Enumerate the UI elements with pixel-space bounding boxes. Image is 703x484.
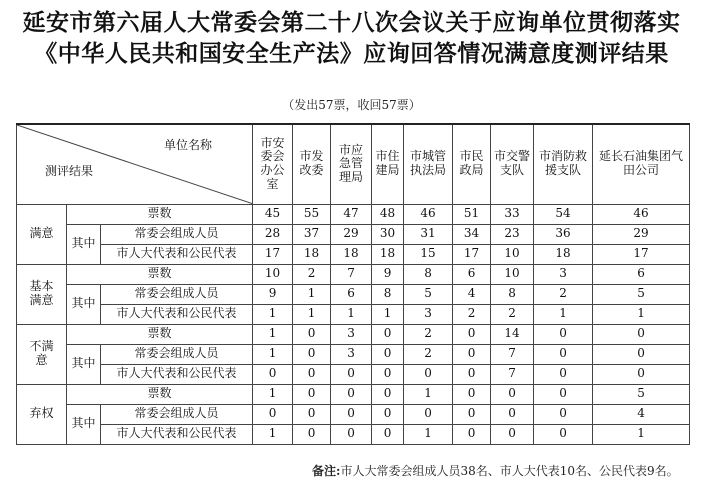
value-cell: 0 bbox=[331, 424, 372, 444]
results-table bbox=[16, 123, 690, 445]
value-cell: 10 bbox=[491, 264, 534, 284]
value-cell: 1 bbox=[253, 304, 293, 324]
subtitle: （发出57票，收回57票） bbox=[282, 98, 421, 112]
result-label: 测评结果 bbox=[45, 164, 94, 178]
value-cell: 37 bbox=[293, 224, 331, 244]
value-cell: 0 bbox=[593, 344, 690, 364]
value-cell: 2 bbox=[491, 304, 534, 324]
committee-label: 常委会组成人员 bbox=[101, 404, 253, 424]
value-cell: 15 bbox=[404, 244, 453, 264]
deputies-label: 市人大代表和公民代表 bbox=[101, 244, 253, 264]
value-cell: 14 bbox=[491, 324, 534, 344]
note-label: 备注: bbox=[312, 464, 341, 478]
value-cell: 18 bbox=[534, 244, 593, 264]
unit-header-9: 延长石油集团气田公司 bbox=[593, 124, 690, 204]
value-cell: 1 bbox=[253, 424, 293, 444]
value-cell: 31 bbox=[404, 224, 453, 244]
deputies-row bbox=[17, 244, 690, 264]
committee-label: 常委会组成人员 bbox=[101, 224, 253, 244]
value-cell: 1 bbox=[293, 284, 331, 304]
value-cell: 29 bbox=[331, 224, 372, 244]
value-cell: 0 bbox=[293, 364, 331, 384]
value-cell: 2 bbox=[404, 344, 453, 364]
title-line-2: 《中华人民共和国安全生产法》应询回答情况满意度测评结果 bbox=[34, 41, 669, 67]
value-cell: 0 bbox=[331, 384, 372, 404]
unit-header-7: 市交警支队 bbox=[491, 124, 534, 204]
value-cell: 0 bbox=[453, 404, 491, 424]
deputies-label: 市人大代表和公民代表 bbox=[101, 304, 253, 324]
value-cell: 0 bbox=[331, 364, 372, 384]
votes-row bbox=[17, 204, 690, 224]
unit-header-8: 市消防救援支队 bbox=[534, 124, 593, 204]
value-cell: 0 bbox=[534, 344, 593, 364]
value-cell: 48 bbox=[372, 204, 404, 224]
value-cell: 8 bbox=[372, 284, 404, 304]
value-cell: 17 bbox=[253, 244, 293, 264]
value-cell: 5 bbox=[404, 284, 453, 304]
value-cell: 23 bbox=[491, 224, 534, 244]
qizhong-label: 其中 bbox=[67, 284, 101, 324]
value-cell: 18 bbox=[331, 244, 372, 264]
value-cell: 2 bbox=[404, 324, 453, 344]
value-cell: 0 bbox=[372, 364, 404, 384]
value-cell: 0 bbox=[404, 364, 453, 384]
value-cell: 0 bbox=[253, 364, 293, 384]
value-cell: 0 bbox=[372, 384, 404, 404]
value-cell: 8 bbox=[491, 284, 534, 304]
value-cell: 6 bbox=[453, 264, 491, 284]
value-cell: 36 bbox=[534, 224, 593, 244]
value-cell: 18 bbox=[293, 244, 331, 264]
value-cell: 1 bbox=[253, 324, 293, 344]
value-cell: 0 bbox=[491, 424, 534, 444]
deputies-row bbox=[17, 364, 690, 384]
votes-label: 票数 bbox=[67, 384, 253, 404]
value-cell: 0 bbox=[534, 424, 593, 444]
value-cell: 0 bbox=[534, 324, 593, 344]
value-cell: 2 bbox=[534, 284, 593, 304]
unit-header-5: 市城管执法局 bbox=[404, 124, 453, 204]
value-cell: 6 bbox=[593, 264, 690, 284]
value-cell: 0 bbox=[293, 424, 331, 444]
value-cell: 10 bbox=[491, 244, 534, 264]
value-cell: 0 bbox=[293, 344, 331, 364]
value-cell: 0 bbox=[372, 324, 404, 344]
value-cell: 9 bbox=[253, 284, 293, 304]
value-cell: 0 bbox=[453, 344, 491, 364]
value-cell: 5 bbox=[593, 284, 690, 304]
value-cell: 3 bbox=[331, 344, 372, 364]
deputies-row bbox=[17, 304, 690, 324]
value-cell: 2 bbox=[453, 304, 491, 324]
value-cell: 1 bbox=[404, 384, 453, 404]
value-cell: 0 bbox=[534, 364, 593, 384]
qizhong-label: 其中 bbox=[67, 404, 101, 444]
value-cell: 46 bbox=[404, 204, 453, 224]
committee-label: 常委会组成人员 bbox=[101, 284, 253, 304]
value-cell: 18 bbox=[372, 244, 404, 264]
unit-header-2: 市发改委 bbox=[293, 124, 331, 204]
value-cell: 1 bbox=[293, 304, 331, 324]
value-cell: 45 bbox=[253, 204, 293, 224]
value-cell: 28 bbox=[253, 224, 293, 244]
committee-row bbox=[17, 224, 690, 244]
committee-label: 常委会组成人员 bbox=[101, 344, 253, 364]
value-cell: 5 bbox=[593, 384, 690, 404]
value-cell: 33 bbox=[491, 204, 534, 224]
value-cell: 8 bbox=[404, 264, 453, 284]
unit-header-3: 市应急管理局 bbox=[331, 124, 372, 204]
note-text: 市人大常委会组成人员38名、市人大代表10名、公民代表9名。 bbox=[340, 464, 679, 478]
value-cell: 29 bbox=[593, 224, 690, 244]
value-cell: 3 bbox=[534, 264, 593, 284]
qizhong-label: 其中 bbox=[67, 344, 101, 384]
value-cell: 2 bbox=[293, 264, 331, 284]
value-cell: 17 bbox=[593, 244, 690, 264]
value-cell: 0 bbox=[453, 324, 491, 344]
value-cell: 46 bbox=[593, 204, 690, 224]
value-cell: 7 bbox=[491, 364, 534, 384]
value-cell: 0 bbox=[534, 404, 593, 424]
value-cell: 0 bbox=[593, 364, 690, 384]
value-cell: 54 bbox=[534, 204, 593, 224]
value-cell: 1 bbox=[534, 304, 593, 324]
unit-header-1: 市安委会办公室 bbox=[253, 124, 293, 204]
deputies-row bbox=[17, 424, 690, 444]
value-cell: 0 bbox=[491, 404, 534, 424]
deputies-label: 市人大代表和公民代表 bbox=[101, 424, 253, 444]
value-cell: 47 bbox=[331, 204, 372, 224]
value-cell: 17 bbox=[453, 244, 491, 264]
value-cell: 7 bbox=[491, 344, 534, 364]
votes-label: 票数 bbox=[67, 204, 253, 224]
committee-row bbox=[17, 404, 690, 424]
value-cell: 1 bbox=[253, 384, 293, 404]
value-cell: 0 bbox=[372, 424, 404, 444]
value-cell: 0 bbox=[404, 404, 453, 424]
value-cell: 1 bbox=[372, 304, 404, 324]
value-cell: 0 bbox=[372, 404, 404, 424]
value-cell: 0 bbox=[293, 404, 331, 424]
unit-name-label: 单位名称 bbox=[164, 138, 213, 152]
votes-label: 票数 bbox=[67, 264, 253, 284]
votes-row bbox=[17, 324, 690, 344]
value-cell: 0 bbox=[453, 424, 491, 444]
value-cell: 0 bbox=[331, 404, 372, 424]
value-cell: 0 bbox=[293, 324, 331, 344]
footnote bbox=[312, 462, 679, 479]
value-cell: 9 bbox=[372, 264, 404, 284]
votes-row bbox=[17, 264, 690, 284]
value-cell: 1 bbox=[331, 304, 372, 324]
value-cell: 1 bbox=[593, 424, 690, 444]
value-cell: 10 bbox=[253, 264, 293, 284]
value-cell: 0 bbox=[453, 364, 491, 384]
value-cell: 34 bbox=[453, 224, 491, 244]
value-cell: 55 bbox=[293, 204, 331, 224]
value-cell: 51 bbox=[453, 204, 491, 224]
committee-row bbox=[17, 284, 690, 304]
value-cell: 30 bbox=[372, 224, 404, 244]
value-cell: 1 bbox=[404, 424, 453, 444]
value-cell: 0 bbox=[253, 404, 293, 424]
value-cell: 0 bbox=[491, 384, 534, 404]
qizhong-label: 其中 bbox=[67, 224, 101, 264]
value-cell: 3 bbox=[331, 324, 372, 344]
value-cell: 4 bbox=[453, 284, 491, 304]
unit-header-6: 市民政局 bbox=[453, 124, 491, 204]
deputies-label: 市人大代表和公民代表 bbox=[101, 364, 253, 384]
corner-header-cell bbox=[17, 124, 253, 204]
value-cell: 1 bbox=[253, 344, 293, 364]
value-cell: 0 bbox=[293, 384, 331, 404]
value-cell: 6 bbox=[331, 284, 372, 304]
group-label: 弃权 bbox=[17, 384, 67, 444]
value-cell: 0 bbox=[534, 384, 593, 404]
value-cell: 0 bbox=[372, 344, 404, 364]
value-cell: 3 bbox=[404, 304, 453, 324]
value-cell: 4 bbox=[593, 404, 690, 424]
group-label: 基本满意 bbox=[17, 264, 67, 324]
value-cell: 0 bbox=[593, 324, 690, 344]
unit-header-4: 市住建局 bbox=[372, 124, 404, 204]
votes-row bbox=[17, 384, 690, 404]
value-cell: 1 bbox=[593, 304, 690, 324]
committee-row bbox=[17, 344, 690, 364]
group-label: 不满意 bbox=[17, 324, 67, 384]
title-line-1: 延安市第六届人大常委会第二十八次会议关于应询单位贯彻落实 bbox=[22, 10, 681, 36]
votes-label: 票数 bbox=[67, 324, 253, 344]
value-cell: 7 bbox=[331, 264, 372, 284]
group-label: 满意 bbox=[17, 204, 67, 264]
value-cell: 0 bbox=[453, 384, 491, 404]
